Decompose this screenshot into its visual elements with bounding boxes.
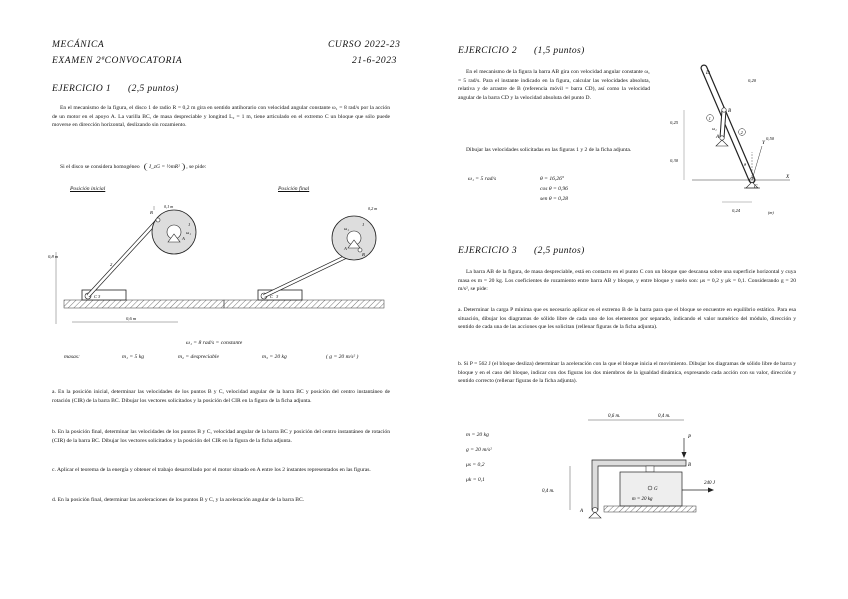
label-b: B [688,463,692,468]
label-n1: 1 [188,222,191,227]
dim-s-label: 0,1 m [164,204,174,209]
ex1-inertia-pre: Si el disco se considera homogéneo [60,164,140,170]
ex2-title: EJERCICIO 2 [458,46,518,56]
dim-020: 0,20 [748,78,757,83]
bar-ab-inner [722,110,724,138]
support-a [716,140,728,146]
ex1-omega-line: ω₁ = 8 rad/s = constante [186,340,243,346]
label-omega: ω₁ [344,226,349,231]
ex1-statement: En el mecanismo de la figura, el disco 1 de radio R = 0,2 m gira en sentido antihorario con velocidad angular constante ω₁ = 8 rad/s por la acción de un motor en el apoyo A. La varilla BC, de masa despreciable y longitud L₂ = 1 m, tiene articulado en el extremo C un bloque que sólo puede moverse en dirección horizontal, deslizando sin rozamiento. [52,105,390,129]
ex1-masses-label: masas: [64,354,80,360]
label-n2: 2 [740,129,743,135]
ex1-m3: m₃ = 20 kg [262,354,287,360]
dim-06: 0,6 m. [608,414,621,419]
pin-a [720,136,724,140]
label-omega: ω₁ [186,230,191,235]
ex3-question-a: a. Determinar la carga P mínima que es necesario aplicar en el extremo B de la barra para que el bloque se encuentre en equilibrio estático. Para esa situación, dibujar los diagramas de sólido libre de cada uno de los elementos por separado, indicando el valor numérico del módulo, dirección y sentido de cada una de las acciones que les solicitan (rellenar figuras de la ficha adjunta). [458,307,796,331]
label-c: C [94,294,98,299]
label-b: B [362,252,365,257]
ex2-statement: En el mecanismo de la figura la barra AB gira con velocidad angular constante ω₁ = 5 rad/s. Para el instante indicado en la figura, calcular las velocidades absoluta, relativa y de arrastre de B (referencia móvil = barra CD), así como la velocidad angular de la barra CD y la velocidad absoluta del punto D. [458,69,650,101]
label-n1: 1 [362,222,365,227]
ex2-cos: cos θ = 0,96 [540,186,568,192]
support-a [589,512,601,518]
label-n1: 1 [708,115,711,121]
label-a: A [580,509,584,514]
ex1-points: (2,5 puntos) [128,84,179,94]
label-mass: m = 20 kg [632,497,653,502]
rod-bc-inner [88,220,158,296]
ex1-question-c: c. Aplicar el teorema de la energía y obtener el trabajo desarrollado por el motor situado en A entre los 2 instantes representados en las figuras. [52,467,371,473]
ex1-m1: m₁ = 5 kg [122,354,145,360]
label-n3: 3 [276,294,279,299]
ex1-inertia-formula: I_zG = ½mR² [144,163,185,171]
dim-030: 0,30 [670,158,679,163]
ground [604,506,696,512]
ex1-fig-initial [48,204,224,324]
ground [224,300,384,308]
label-force: 240 J [704,481,715,486]
ex1-question-b: b. En la posición final, determinar las velocidades de los puntos B y C, velocidad angular de la barra BC y posición del centro instantáneo de rotación (CIR) de la barra BC. Dibujar los vectores solicitados y la posición del CIR en la figura de la ficha adjunta. [52,429,390,444]
label-y: Y [762,140,765,146]
ex3-params [466,428,492,488]
label-a: A [182,236,185,241]
param-muk: μk = 0,1 [466,477,485,483]
ex2-figure [662,62,802,222]
contact-c [646,466,654,472]
force-p-head [682,452,687,458]
dim-04v: 0,4 m. [542,489,555,494]
dim-024: 0,24 [732,208,741,213]
dim-w-label: 0,6 m [126,316,137,321]
header-exam: EXAMEN 2ªCONVOCATORIA [52,56,183,66]
dim-025: 0,25 [670,120,679,125]
ex1-figure [44,196,394,330]
ex3-statement: La barra AB de la figura, de masa despreciable, está en contacto en el punto C con un bloque que descansa sobre una superficie horizontal y cuya masa es m = 20 kg. Los coeficientes de rozamiento entre barra AB y bloque, y entre bloque y suelo son: μs = 0,2 y μk = 0,1. Considerando g = 20 m/s², se pide: [458,269,796,293]
label-c: C [270,294,274,299]
ex2-points: (1,5 puntos) [534,46,585,56]
header-date: 21-6-2023 [352,56,397,66]
label-a: A [716,134,720,140]
param-m: m = 20 kg [466,432,489,438]
ex3-figure [536,408,740,522]
label-g: G [654,487,658,492]
label-b: B [728,108,732,114]
label-n2: 2 [110,262,113,267]
header-subject: MECÁNICA [52,40,105,50]
ex3-points: (2,5 puntos) [534,246,585,256]
dim-050: 0,50 [766,136,775,141]
ex1-question-d: d. En la posición final, determinar las aceleraciones de los puntos B y C, y la aceleración angular de la barra BC. [52,497,305,503]
ex1-inertia-line [60,164,206,170]
pin-b [156,218,160,222]
ex2-omega: ω₁ = 5 rad/s [468,176,497,182]
force-horizontal-head [708,488,714,493]
ex1-fig-final [224,206,384,308]
unit-label: (m) [768,210,774,215]
ex1-inertia-post: , se pide: [186,164,207,170]
dim-h-label: 0,8 m [48,254,59,259]
ex1-m2: m₂ = despreciable [178,354,219,360]
ex1-g: ( g = 20 m/s² ) [326,354,359,360]
label-a: A [344,246,347,251]
ex1-pos-initial: Posición inicial [70,186,106,192]
ex2-theta: θ = 16,26° [540,176,565,182]
param-g: g = 20 m/s² [466,447,492,453]
label-omega: ω₁ [712,126,717,131]
dim-r-label: 0,2 m [368,206,378,211]
ex3-title: EJERCICIO 3 [458,246,518,256]
label-theta: θ [744,162,747,167]
dim-04: 0,4 m. [658,414,671,419]
ex2-instruction: Dibujar las velocidades solicitadas en las figuras 1 y 2 de la ficha adjunta. [466,147,632,153]
ex1-question-a: a. En la posición inicial, determinar las velocidades de los puntos B y C, velocidad angular de la barra BC y posición del centro instantáneo de rotación (CIR) de la barra BC. Dibujar los vectores solicitados y la posición del CIR en la figura de la ficha adjunta. [52,389,390,404]
ground [64,300,224,308]
label-b: B [150,210,153,215]
ex1-title: EJERCICIO 1 [52,84,112,94]
label-p: P [688,435,692,440]
label-c: C [754,184,758,190]
label-d: D [706,70,710,76]
ex3-question-b: b. Si P = 562 J (el bloque desliza) determinar la aceleración con la que el bloque inicia el movimiento. Dibujar los diagramas de sólido libre de barra y bloque y en el caso del bloque, indicar con dos figuras los dos miembros de la igualdad dinámica, expresando cada acción con su valor, dirección y sentido correcto (rellenar figuras de la ficha adjunta). [458,361,796,385]
axis-y [752,146,762,180]
label-x: X [786,174,790,180]
label-n3: 3 [98,294,101,299]
ex1-pos-final: Posición final [278,186,310,192]
param-mus: μs = 0,2 [466,462,485,468]
header-course: CURSO 2022-23 [328,40,401,50]
ex2-sin: sen θ = 0,28 [540,196,568,202]
pin-b [722,108,726,112]
